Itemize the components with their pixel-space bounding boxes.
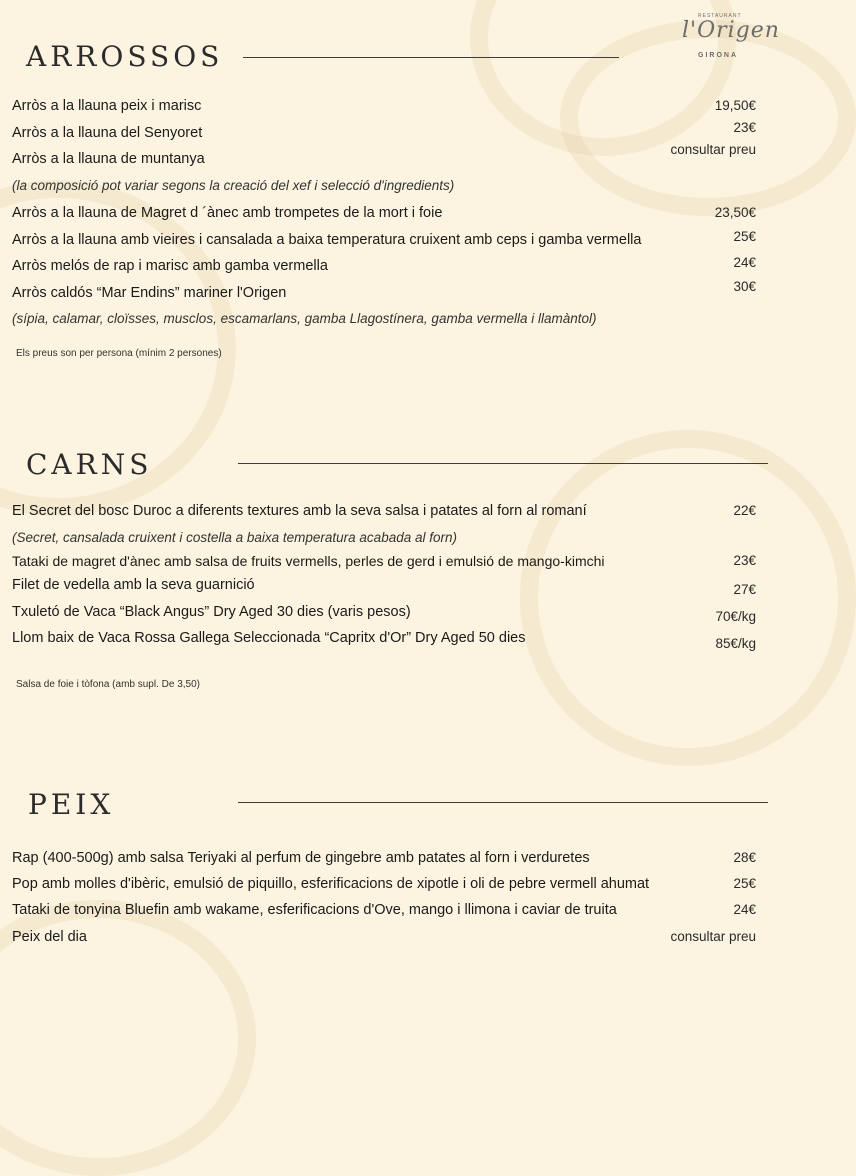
item-name: Arròs a la llauna peix i marisc <box>12 98 202 114</box>
menu-item <box>12 604 756 628</box>
menu-item <box>12 503 756 527</box>
section-note: Salsa de foie i tòfona (amb supl. De 3,50) <box>16 679 200 690</box>
item-name: Arròs caldós “Mar Endins” mariner l'Origen <box>12 285 287 301</box>
menu-item <box>12 929 756 953</box>
section-title-peix: PEIX <box>28 788 115 821</box>
menu-item-description <box>12 311 756 335</box>
item-description: (Secret, cansalada cruixent i costella a baixa temperatura acabada al forn) <box>12 530 457 545</box>
item-name: Tataki de magret d'ànec amb salsa de fruits vermells, perles de gerd i emulsió de mango-kimchi <box>12 553 605 569</box>
item-name: Llom baix de Vaca Rossa Gallega Seleccionada “Capritx d'Or” Dry Aged 50 dies <box>12 630 526 646</box>
item-price: 19,50€ <box>714 98 756 113</box>
item-name: Arròs a la llauna del Senyoret <box>12 125 203 141</box>
item-description: (sípia, calamar, cloïsses, musclos, escamarlans, gamba Llagostínera, gamba vermella i llamàntol) <box>12 311 597 326</box>
logo-top-text: RESTAURANT <box>698 13 742 19</box>
section-title-arrossos: ARROSSOS <box>26 40 224 73</box>
logo-main-text: l'Origen <box>682 18 780 43</box>
menu-item <box>12 850 756 874</box>
menu-item <box>12 577 756 601</box>
menu-item <box>12 120 756 149</box>
item-price: 23,50€ <box>714 205 756 220</box>
item-price: consultar preu <box>670 929 756 944</box>
item-price: 25€ <box>733 229 756 244</box>
item-name: Tataki de tonyina Bluefin amb wakame, esferificacions d'Ove, mango i llimona i caviar de truita <box>12 902 617 918</box>
item-name: Arròs melós de rap i marisc amb gamba vermella <box>12 258 328 274</box>
menu-item <box>12 255 756 282</box>
menu-item <box>12 553 756 577</box>
menu-item <box>12 630 756 654</box>
item-price: consultar preu <box>670 142 756 157</box>
item-price: 23€ <box>733 120 756 135</box>
item-name: Rap (400-500g) amb salsa Teriyaki al perfum de gingebre amb patates al forn i verduretes <box>12 850 590 866</box>
section-rule <box>238 463 768 464</box>
item-price: 24€ <box>733 255 756 270</box>
item-price: 25€ <box>733 876 756 891</box>
section-rule <box>238 802 768 803</box>
item-price: 70€/kg <box>715 609 756 624</box>
menu-item <box>12 142 756 175</box>
item-price: 23€ <box>733 553 756 568</box>
item-price: 28€ <box>733 850 756 865</box>
item-description: (la composició pot variar segons la creació del xef i selecció d'ingredients) <box>12 178 455 193</box>
item-name: Filet de vedella amb la seva guarnició <box>12 577 255 593</box>
item-price: 85€/kg <box>715 636 756 651</box>
menu-item <box>12 902 756 926</box>
item-price: 30€ <box>733 279 756 294</box>
item-price: 22€ <box>733 503 756 518</box>
menu-item <box>12 98 756 122</box>
item-name: Arròs a la llauna de muntanya <box>12 151 205 167</box>
restaurant-logo <box>672 10 780 66</box>
item-name: Peix del dia <box>12 929 87 945</box>
item-name: Txuletó de Vaca “Black Angus” Dry Aged 30 dies (varis pesos) <box>12 604 411 620</box>
menu-item-description <box>12 178 756 202</box>
logo-bottom-text: GIRONA <box>698 52 738 59</box>
menu-item-description <box>12 530 756 554</box>
item-name: Arròs a la llauna amb vieires i cansalada a baixa temperatura cruixent amb ceps i gamba vermella <box>12 232 642 248</box>
menu-item <box>12 279 756 309</box>
item-name: Pop amb molles d'ibèric, emulsió de piquillo, esferificacions de xipotle i oli de pebre vermell ahumat <box>12 876 650 892</box>
item-name: El Secret del bosc Duroc a diferents textures amb la seva salsa i patates al forn al romaní <box>12 503 587 519</box>
section-note: Els preus son per persona (mínim 2 persones) <box>16 348 222 359</box>
menu-item <box>12 229 756 256</box>
section-rule <box>243 57 619 58</box>
menu-item <box>12 205 756 229</box>
item-price: 24€ <box>733 902 756 917</box>
section-title-carns: CARNS <box>26 448 153 481</box>
item-name: Arròs a la llauna de Magret d ´ànec amb trompetes de la mort i foie <box>12 205 443 221</box>
menu-item <box>12 876 756 900</box>
item-price: 27€ <box>733 582 756 597</box>
